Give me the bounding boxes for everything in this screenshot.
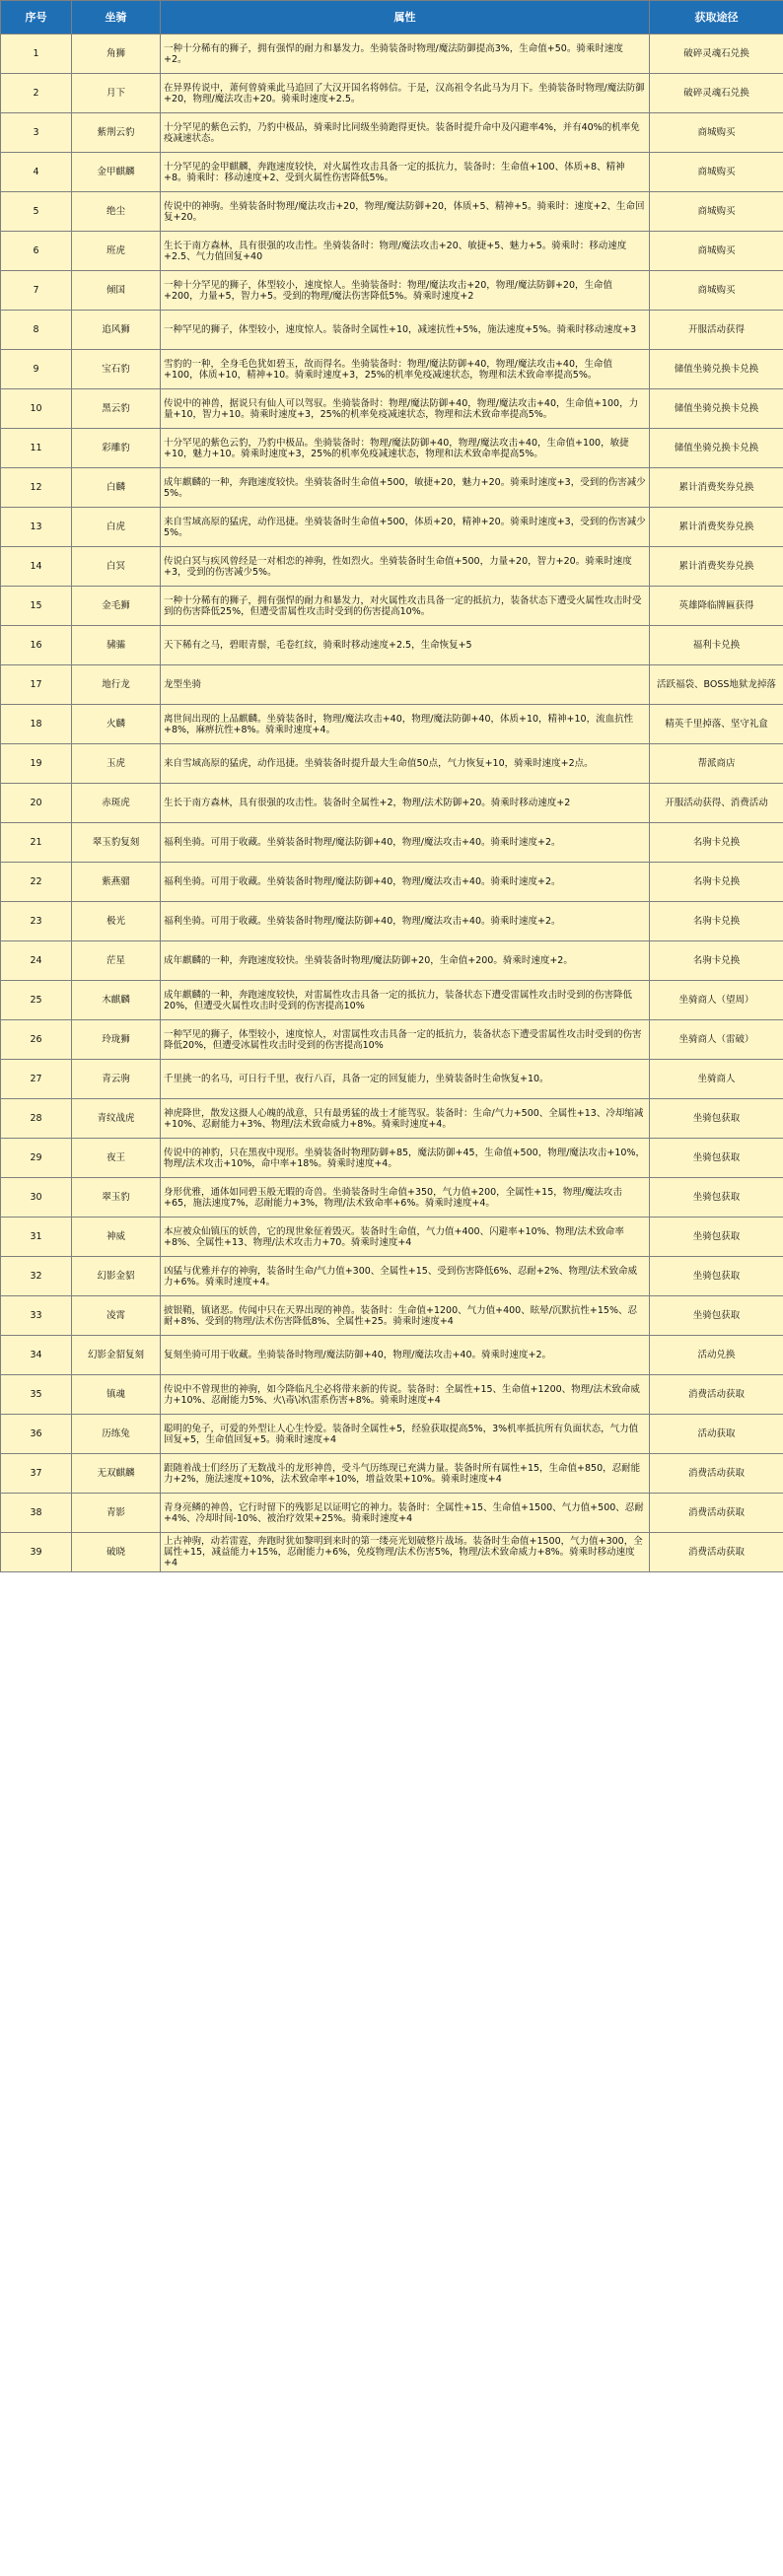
table-row — [1, 350, 783, 389]
cell-id: 15 — [1, 587, 72, 626]
table-row — [1, 389, 783, 429]
cell-name: 极光 — [72, 902, 161, 941]
table-row — [1, 311, 783, 350]
table-row — [1, 784, 783, 823]
cell-name: 黑云豹 — [72, 389, 161, 429]
cell-attr: 凶猛与优雅并存的神驹，装备时生命/气力值+300、全属性+15、受到伤害降低6%、忍耐+2%、物理/法术致命威力+6%。骑乘时速度+4。 — [161, 1257, 650, 1296]
cell-source: 消费活动获取 — [650, 1454, 783, 1494]
cell-attr: 身形优雅，通体如同碧玉般无暇的奇兽。坐骑装备时生命值+350，气力值+200，全属性+15，物理/魔法攻击+65，施法速度7%，忍耐能力+3%，物理/法术致命率+6%。骑乘时速度+4。 — [161, 1178, 650, 1218]
cell-name: 月下 — [72, 74, 161, 113]
table-row — [1, 823, 783, 863]
table-row — [1, 665, 783, 705]
cell-attr: 传说白冥与疾风曾经是一对相恋的神驹，性如烈火。坐骑装备时生命值+500，力量+20，智力+20。骑乘时速度+3，受到的伤害减少5%。 — [161, 547, 650, 587]
cell-attr: 雪豹的一种，全身毛色犹如碧玉，故而得名。坐骑装备时：物理/魔法防御+40，物理/魔法攻击+40，生命值+100，体质+10，精神+10。骑乘时速度+3，25%的机率免疫减速状态，物理和法术致命率提高5%。 — [161, 350, 650, 389]
cell-id: 3 — [1, 113, 72, 153]
cell-name: 夜王 — [72, 1139, 161, 1178]
cell-source: 坐骑商人（望周） — [650, 981, 783, 1020]
cell-name: 火麟 — [72, 705, 161, 744]
table-row — [1, 1336, 783, 1375]
cell-attr: 成年麒麟的一种，奔跑速度较快。坐骑装备时生命值+500，敏捷+20，魅力+20。骑乘时速度+3，受到的伤害减少5%。 — [161, 468, 650, 508]
table-row — [1, 74, 783, 113]
cell-id: 23 — [1, 902, 72, 941]
cell-source: 名驹卡兑换 — [650, 941, 783, 981]
table-row — [1, 587, 783, 626]
cell-attr: 天下稀有之马，碧眼青鬃，毛卷红纹，骑乘时移动速度+2.5，生命恢复+5 — [161, 626, 650, 665]
cell-attr: 神虎降世，散发这摄人心魄的战意，只有最勇猛的战士才能驾驭。装备时：生命/气力+500、全属性+13、冷却缩减+10%、忍耐能力+3%、物理/法术致命威力+8%。骑乘时速度+4。 — [161, 1099, 650, 1139]
cell-attr: 十分罕见的金甲麒麟，奔跑速度较快，对火属性攻击具备一定的抵抗力，装备时：生命值+100、体质+8、精神+8。骑乘时：移动速度+2、受到火属性伤害降低5%。 — [161, 153, 650, 192]
cell-source: 坐骑包获取 — [650, 1099, 783, 1139]
header-source: 获取途径 — [650, 1, 783, 35]
cell-source: 活动兑换 — [650, 1336, 783, 1375]
cell-id: 14 — [1, 547, 72, 587]
cell-attr: 生长于南方森林，具有很强的攻击性。装备时全属性+2，物理/法术防御+20。骑乘时移动速度+2 — [161, 784, 650, 823]
table-row — [1, 153, 783, 192]
table-row — [1, 1494, 783, 1533]
cell-id: 17 — [1, 665, 72, 705]
table-row — [1, 1218, 783, 1257]
cell-name: 木麒麟 — [72, 981, 161, 1020]
cell-name: 白虎 — [72, 508, 161, 547]
cell-attr: 披银鞘，镇诸恶。传闻中只在天界出现的神兽。装备时：生命值+1200、气力值+400、眩晕/沉默抗性+15%、忍耐+8%、受到的物理/法术伤害降低8%、全属性+25。骑乘时速度+4 — [161, 1296, 650, 1336]
cell-attr: 福利坐骑。可用于收藏。坐骑装备时物理/魔法防御+40，物理/魔法攻击+40。骑乘时速度+2。 — [161, 863, 650, 902]
cell-attr: 传说中不曾现世的神驹，如今降临凡尘必将带来新的传说。装备时：全属性+15、生命值+1200、物理/法术致命威力+10%、忍耐能力5%、火\毒\冰\雷系伤害+8%。骑乘时速度+4 — [161, 1375, 650, 1415]
cell-name: 破晓 — [72, 1533, 161, 1572]
cell-name: 绝尘 — [72, 192, 161, 232]
table-row — [1, 468, 783, 508]
cell-name: 翠玉豹 — [72, 1178, 161, 1218]
cell-source: 坐骑包获取 — [650, 1218, 783, 1257]
cell-source: 储值坐骑兑换卡兑换 — [650, 350, 783, 389]
cell-name: 紫荆云豹 — [72, 113, 161, 153]
cell-name: 茫星 — [72, 941, 161, 981]
table-row — [1, 705, 783, 744]
cell-source: 活跃福袋、BOSS地狱龙掉落 — [650, 665, 783, 705]
cell-id: 31 — [1, 1218, 72, 1257]
cell-attr: 十分罕见的紫色云豹，乃豹中极品。坐骑装备时：物理/魔法防御+40，物理/魔法攻击+40，生命值+100，敏捷+10，魅力+10。骑乘时速度+3，25%的机率免疫减速状态，物理和法术致命率提高5%。 — [161, 429, 650, 468]
cell-id: 11 — [1, 429, 72, 468]
header-id: 序号 — [1, 1, 72, 35]
cell-name: 镇魂 — [72, 1375, 161, 1415]
cell-id: 28 — [1, 1099, 72, 1139]
cell-id: 35 — [1, 1375, 72, 1415]
cell-name: 青影 — [72, 1494, 161, 1533]
table-row — [1, 35, 783, 74]
table-row — [1, 1257, 783, 1296]
table-row — [1, 1139, 783, 1178]
cell-source: 精英千里掉落、坚守礼盒 — [650, 705, 783, 744]
cell-attr: 成年麒麟的一种，奔跑速度较快，对雷属性攻击具备一定的抵抗力，装备状态下遭受雷属性攻击时受到的伤害降低20%，但遭受火属性攻击时受到的伤害提高10% — [161, 981, 650, 1020]
cell-name: 历练兔 — [72, 1415, 161, 1454]
cell-id: 36 — [1, 1415, 72, 1454]
cell-name: 幻影金貂复刻 — [72, 1336, 161, 1375]
cell-source: 英雄降临牌匾获得 — [650, 587, 783, 626]
cell-name: 青纹战虎 — [72, 1099, 161, 1139]
header-row — [1, 1, 783, 35]
cell-attr: 传说中的神兽，据说只有仙人可以驾驭。坐骑装备时：物理/魔法防御+40，物理/魔法攻击+40，生命值+100，力量+10，智力+10。骑乘时速度+3，25%的机率免疫减速状态，物理和法术致命率提高5%。 — [161, 389, 650, 429]
cell-attr: 成年麒麟的一种，奔跑速度较快。坐骑装备时物理/魔法防御+20，生命值+200。骑乘时速度+2。 — [161, 941, 650, 981]
cell-name: 幻影金貂 — [72, 1257, 161, 1296]
cell-id: 32 — [1, 1257, 72, 1296]
cell-source: 消费活动获取 — [650, 1375, 783, 1415]
table-row — [1, 1060, 783, 1099]
cell-id: 37 — [1, 1454, 72, 1494]
cell-attr: 一种罕见的狮子，体型较小，速度惊人。装备时全属性+10，减速抗性+5%，施法速度+5%。骑乘时移动速度+3 — [161, 311, 650, 350]
cell-source: 开服活动获得、消费活动 — [650, 784, 783, 823]
cell-name: 翠玉豹复刻 — [72, 823, 161, 863]
table-row — [1, 1375, 783, 1415]
cell-source: 坐骑商人 — [650, 1060, 783, 1099]
cell-source: 消费活动获取 — [650, 1494, 783, 1533]
table-row — [1, 192, 783, 232]
cell-attr: 聪明的兔子，可爱的外型让人心生怜爱。装备时全属性+5，经验获取提高5%，3%机率抵抗所有负面状态，气力值回复+5，生命值回复+5。骑乘时速度+4 — [161, 1415, 650, 1454]
cell-attr: 龙型坐骑 — [161, 665, 650, 705]
cell-name: 青云驹 — [72, 1060, 161, 1099]
cell-id: 4 — [1, 153, 72, 192]
cell-attr: 生长于南方森林，具有很强的攻击性。坐骑装备时：物理/魔法攻击+20、敏捷+5、魅力+5。骑乘时：移动速度+2.5、气力值回复+40 — [161, 232, 650, 271]
cell-name: 宝石豹 — [72, 350, 161, 389]
cell-source: 储值坐骑兑换卡兑换 — [650, 389, 783, 429]
cell-source: 储值坐骑兑换卡兑换 — [650, 429, 783, 468]
cell-source: 累计消费奖券兑换 — [650, 508, 783, 547]
cell-id: 33 — [1, 1296, 72, 1336]
cell-id: 9 — [1, 350, 72, 389]
header-name: 坐骑 — [72, 1, 161, 35]
cell-name: 无双麒麟 — [72, 1454, 161, 1494]
cell-id: 16 — [1, 626, 72, 665]
cell-attr: 离世间出现的上品麒麟。坐骑装备时，物理/魔法攻击+40，物理/魔法防御+40，体质+10，精神+10，流血抗性+8%，麻痹抗性+8%。骑乘时速度+4。 — [161, 705, 650, 744]
cell-name: 凌霄 — [72, 1296, 161, 1336]
cell-id: 38 — [1, 1494, 72, 1533]
table-row — [1, 508, 783, 547]
cell-attr: 十分罕见的紫色云豹，乃豹中极品，骑乘时比同级坐骑跑得更快。装备时提升命中及闪避率4%，并有40%的机率免疫减速状态。 — [161, 113, 650, 153]
cell-id: 27 — [1, 1060, 72, 1099]
cell-source: 福利卡兑换 — [650, 626, 783, 665]
cell-name: 白麟 — [72, 468, 161, 508]
cell-name: 玉虎 — [72, 744, 161, 784]
cell-source: 坐骑包获取 — [650, 1296, 783, 1336]
cell-source: 坐骑包获取 — [650, 1178, 783, 1218]
cell-id: 39 — [1, 1533, 72, 1572]
cell-attr: 本应被众仙镇压的妖兽，它的现世象征着毁灭。装备时生命值，气力值+400、闪避率+10%、物理/法术致命率+8%、全属性+13、物理/法术攻击力+70。骑乘时速度+4 — [161, 1218, 650, 1257]
cell-source: 累计消费奖券兑换 — [650, 547, 783, 587]
table-row — [1, 626, 783, 665]
header-attr: 属性 — [161, 1, 650, 35]
cell-attr: 来自雪域高原的猛虎，动作迅捷。坐骑装备时生命值+500，体质+20，精神+20。骑乘时速度+3，受到的伤害减少5%。 — [161, 508, 650, 547]
cell-name: 彩雕豹 — [72, 429, 161, 468]
cell-source: 商城购买 — [650, 232, 783, 271]
cell-source: 消费活动获取 — [650, 1533, 783, 1572]
cell-attr: 一种十分罕见的狮子，体型较小，速度惊人。坐骑装备时：物理/魔法攻击+20，物理/魔法防御+20，生命值+200，力量+5，智力+5。受到的物理/魔法伤害降低5%。骑乘时速度+2 — [161, 271, 650, 311]
cell-source: 破碎灵魂石兑换 — [650, 74, 783, 113]
cell-name: 追风狮 — [72, 311, 161, 350]
cell-source: 帮派商店 — [650, 744, 783, 784]
cell-id: 13 — [1, 508, 72, 547]
cell-name: 紫燕骝 — [72, 863, 161, 902]
cell-source: 开服活动获得 — [650, 311, 783, 350]
cell-source: 累计消费奖券兑换 — [650, 468, 783, 508]
cell-source: 商城购买 — [650, 271, 783, 311]
cell-attr: 传说中的神驹。坐骑装备时物理/魔法攻击+20，物理/魔法防御+20，体质+5、精神+5。骑乘时：速度+2、生命回复+20。 — [161, 192, 650, 232]
cell-id: 20 — [1, 784, 72, 823]
table-row — [1, 1533, 783, 1572]
cell-name: 神威 — [72, 1218, 161, 1257]
cell-id: 30 — [1, 1178, 72, 1218]
cell-id: 6 — [1, 232, 72, 271]
cell-id: 12 — [1, 468, 72, 508]
cell-attr: 来自雪域高原的猛虎，动作迅捷。坐骑装备时提升最大生命值50点，气力恢复+10，骑乘时速度+2点。 — [161, 744, 650, 784]
cell-name: 白冥 — [72, 547, 161, 587]
table-row — [1, 271, 783, 311]
cell-id: 1 — [1, 35, 72, 74]
cell-name: 倾国 — [72, 271, 161, 311]
cell-id: 10 — [1, 389, 72, 429]
cell-source: 名驹卡兑换 — [650, 863, 783, 902]
cell-source: 坐骑包获取 — [650, 1139, 783, 1178]
cell-source: 名驹卡兑换 — [650, 823, 783, 863]
cell-attr: 上古神驹，动若雷霆，奔跑时犹如黎明到来时的第一缕亮光划破整片战场。装备时生命值+1500，气力值+300，全属性+15，减益能力+15%，忍耐能力+6%，免疫物理/法术伤害5%，物理/法术致命威力+8%。骑乘时移动速度+4 — [161, 1533, 650, 1572]
table-row — [1, 1296, 783, 1336]
cell-attr: 复刻坐骑可用于收藏。坐骑装备时物理/魔法防御+40，物理/魔法攻击+40。骑乘时速度+2。 — [161, 1336, 650, 1375]
cell-attr: 千里挑一的名马，可日行千里，夜行八百，具备一定的回复能力，坐骑装备时生命恢复+10。 — [161, 1060, 650, 1099]
cell-source: 商城购买 — [650, 153, 783, 192]
table-row — [1, 1415, 783, 1454]
cell-attr: 福利坐骑。可用于收藏。坐骑装备时物理/魔法防御+40，物理/魔法攻击+40。骑乘时速度+2。 — [161, 902, 650, 941]
cell-id: 8 — [1, 311, 72, 350]
cell-name: 角狮 — [72, 35, 161, 74]
table-row — [1, 547, 783, 587]
cell-source: 商城购买 — [650, 113, 783, 153]
cell-id: 29 — [1, 1139, 72, 1178]
cell-source: 坐骑包获取 — [650, 1257, 783, 1296]
cell-id: 24 — [1, 941, 72, 981]
cell-source: 商城购买 — [650, 192, 783, 232]
cell-name: 班虎 — [72, 232, 161, 271]
cell-attr: 一种罕见的狮子，体型较小，速度惊人，对雷属性攻击具备一定的抵抗力，装备状态下遭受雷属性攻击时受到的伤害降低20%，但遭受冰属性攻击时受到的伤害提高10% — [161, 1020, 650, 1060]
table-row — [1, 902, 783, 941]
cell-attr: 一种十分稀有的狮子，拥有强悍的耐力和暴发力。坐骑装备时物理/魔法防御提高3%，生命值+50。骑乘时速度+2。 — [161, 35, 650, 74]
cell-name: 地行龙 — [72, 665, 161, 705]
cell-attr: 青身亮鳞的神兽，它行时留下的残影足以证明它的神力。装备时：全属性+15、生命值+1500、气力值+500、忍耐+4%、冷却时间-10%、被治疗效果+25%。骑乘时速度+4 — [161, 1494, 650, 1533]
cell-id: 21 — [1, 823, 72, 863]
cell-id: 7 — [1, 271, 72, 311]
cell-source: 活动获取 — [650, 1415, 783, 1454]
table-row — [1, 1020, 783, 1060]
cell-id: 2 — [1, 74, 72, 113]
table-row — [1, 744, 783, 784]
table-row — [1, 981, 783, 1020]
cell-name: 金毛狮 — [72, 587, 161, 626]
table-body — [1, 1, 783, 1572]
cell-source: 名驹卡兑换 — [650, 902, 783, 941]
cell-attr: 传说中的神豹，只在黑夜中现形。坐骑装备时物理防御+85，魔法防御+45，生命值+500，物理/魔法攻击+10%，物理/法术攻击+10%，命中率+18%。骑乘时速度+4。 — [161, 1139, 650, 1178]
table-row — [1, 232, 783, 271]
cell-name: 骕骦 — [72, 626, 161, 665]
table-row — [1, 863, 783, 902]
cell-source: 坐骑商人（雷破） — [650, 1020, 783, 1060]
cell-name: 玲珑狮 — [72, 1020, 161, 1060]
cell-attr: 一种十分稀有的狮子，拥有强悍的耐力和暴发力，对火属性攻击具备一定的抵抗力，装备状态下遭受火属性攻击时受到的伤害降低25%，但遭受雷属性攻击时受到的伤害提高10%。 — [161, 587, 650, 626]
cell-id: 5 — [1, 192, 72, 232]
cell-id: 25 — [1, 981, 72, 1020]
cell-name: 金甲麒麟 — [72, 153, 161, 192]
table-row — [1, 1099, 783, 1139]
cell-attr: 福利坐骑。可用于收藏。坐骑装备时物理/魔法防御+40，物理/魔法攻击+40。骑乘时速度+2。 — [161, 823, 650, 863]
cell-id: 26 — [1, 1020, 72, 1060]
cell-attr: 跟随着战士们经历了无数战斗的龙形神兽，受斗气历练现已充满力量。装备时所有属性+15，生命值+850，忍耐能力+2%，施法速度+10%，法术致命率+10%，增益效果+10%。骑乘时速度+4 — [161, 1454, 650, 1494]
cell-id: 18 — [1, 705, 72, 744]
cell-id: 22 — [1, 863, 72, 902]
cell-name: 赤斑虎 — [72, 784, 161, 823]
cell-attr: 在异界传说中，萧何曾骑乘此马追回了大汉开国名将韩信。于是，汉高祖令名此马为月下。坐骑装备时物理/魔法防御+20，物理/魔法攻击+20。骑乘时速度+2.5。 — [161, 74, 650, 113]
table-row — [1, 429, 783, 468]
table-row — [1, 113, 783, 153]
cell-id: 34 — [1, 1336, 72, 1375]
table-row — [1, 941, 783, 981]
table-row — [1, 1178, 783, 1218]
cell-source: 破碎灵魂石兑换 — [650, 35, 783, 74]
cell-id: 19 — [1, 744, 72, 784]
table-row — [1, 1454, 783, 1494]
